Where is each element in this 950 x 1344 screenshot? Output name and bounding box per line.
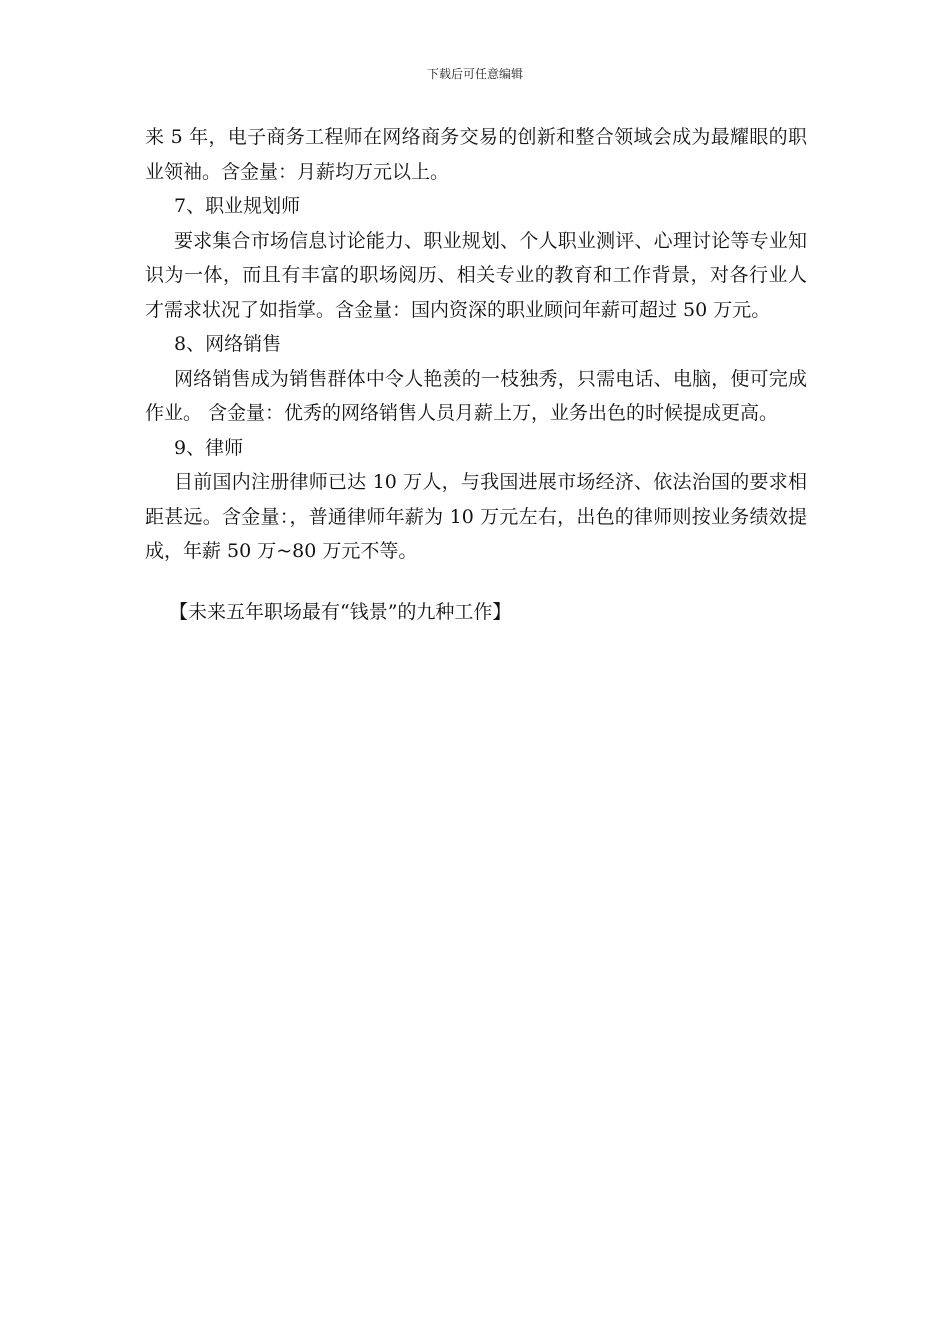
section-heading-career-planner: 7、职业规划师 [174,195,301,217]
paragraph-career-planner: 要求集合市场信息讨论能力、职业规划、个人职业测评、心理讨论等专业知识为一体，而且有丰富的职场阅历、相关专业的教育和工作背景，对各行业人才需求状况了如指掌。含金量：国内资深的职业顾问年薪可超过 50 万元。 [145,229,807,321]
section-heading-lawyer: 9、律师 [174,436,244,459]
section-heading-online-sales: 8、网络销售 [174,333,282,355]
paragraph-lawyer: 目前国内注册律师已达 10 万人，与我国进展市场经济、依法治国的要求相距甚远。含金量：，普通律师年薪为 10 万元左右，出色的律师则按业务绩效提成，年薪 50 万~80 万元不等。 [145,471,807,562]
header-note: 下载后可任意编辑 [426,67,523,81]
document-body [145,120,807,629]
paragraph-online-sales: 网络销售成为销售群体中令人艳羡的一枝独秀，只需电话、电脑，便可完成作业。 含金量：优秀的网络销售人员月薪上万，业务出色的时候提成更高。 [145,367,807,424]
paragraph-ecommerce-continued: 来 5 年，电子商务工程师在网络商务交易的创新和整合领域会成为最耀眼的职业领袖。含金量：月薪均万元以上。 [145,126,807,183]
closing-title: 【未来五年职场最有“钱景”的九种工作】 [169,600,512,623]
